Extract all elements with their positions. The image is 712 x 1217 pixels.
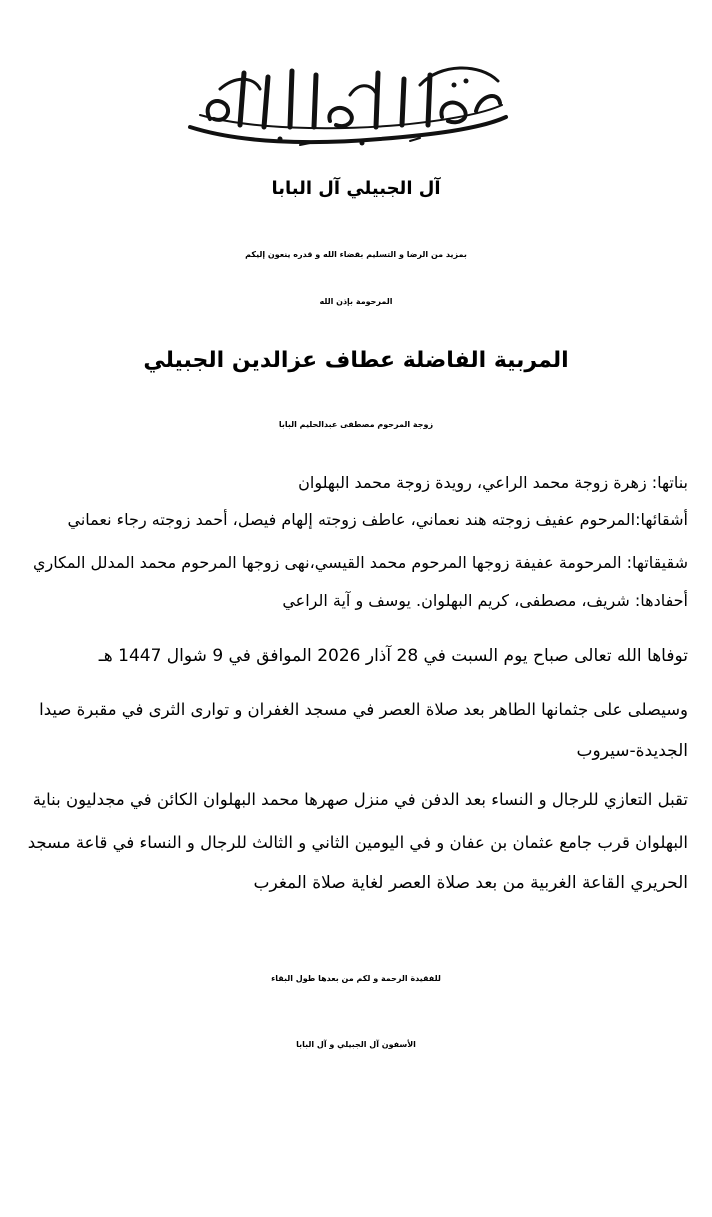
death-notice: توفاها الله تعالى صباح يوم السبت في 28 آذار 2026 الموافق في 9 شوال 1447 هـ — [98, 646, 688, 666]
deceased-intro: المرحومة بإذن الله — [319, 297, 393, 306]
condolences-line-1: تقبل التعازي للرجال و النساء بعد الدفن في منزل صهرها محمد البهلوان الكائن في مجدليون بناية — [32, 790, 688, 809]
calligraphy-header-image — [180, 55, 516, 155]
deceased-name: المربية الفاضلة عطاف عزالدين الجبيلي — [143, 348, 569, 373]
spouse-line: زوجة المرحوم مصطفى عبدالحليم البابا — [278, 420, 434, 429]
brothers-line: أشقائها:المرحوم عفيف زوجته هند نعماني، عاطف زوجته إلهام فيصل، أحمد زوجته رجاء نعماني — [67, 510, 688, 529]
calligraphy-icon — [180, 55, 516, 155]
grandchildren-line: أحفادها: شريف، مصطفى، كريم البهلوان. يوسف و آية الراعي — [282, 591, 688, 610]
condolences-line-3: الحريري القاعة الغربية من بعد صلاة العصر لغاية صلاة المغرب — [253, 873, 688, 893]
closing-line-2: الأسفون آل الجبيلي و آل البابا — [296, 1040, 416, 1049]
condolences-line-2: البهلوان قرب جامع عثمان بن عفان و في اليومين الثاني و الثالث للرجال و النساء في قاعة مسجد — [27, 833, 688, 852]
prayer-line-2: الجديدة-سيروب — [576, 741, 688, 761]
announcement-line: بمزيد من الرضا و التسليم بقضاء الله و قدره ينعون إليكم — [245, 250, 467, 259]
daughters-line: بناتها: زهرة زوجة محمد الراعي، رويدة زوجة محمد البهلوان — [298, 473, 688, 492]
prayer-line-1: وسيصلى على جثمانها الطاهر بعد صلاة العصر في مسجد الغفران و توارى الثرى في مقبرة صيدا — [39, 700, 688, 719]
sisters-line: شقيقاتها: المرحومة عفيفة زوجها المرحوم محمد القيسي،نهى زوجها المرحوم محمد المدلل المكاري — [32, 553, 688, 572]
closing-line-1: للفقيدة الرحمة و لكم من بعدها طول البقاء — [271, 974, 441, 983]
family-title: آل الجبيلي آل البابا — [271, 178, 441, 199]
